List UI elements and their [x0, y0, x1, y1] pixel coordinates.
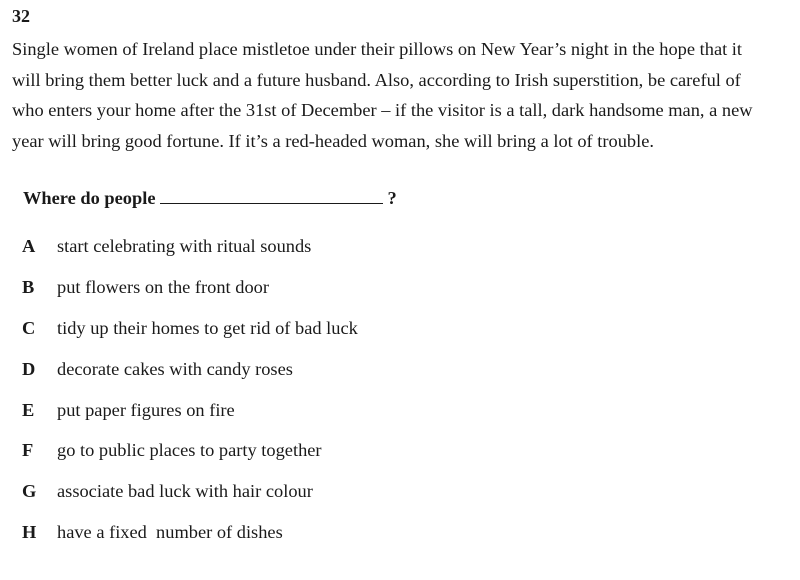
option-letter: G: [22, 481, 37, 502]
option-letter: E: [22, 399, 35, 420]
option-text: start celebrating with ritual sounds: [57, 236, 312, 256]
prompt-end-text: ?: [387, 188, 397, 208]
option-text: decorate cakes with candy roses: [57, 358, 293, 379]
option-h[interactable]: [22, 522, 358, 563]
option-letter: A: [22, 236, 36, 256]
option-text: put paper figures on fire: [57, 399, 235, 420]
option-e[interactable]: [22, 400, 358, 441]
option-c[interactable]: [22, 318, 358, 359]
option-text: put flowers on the front door: [57, 276, 269, 297]
question-prompt: [23, 187, 397, 209]
answer-blank: [160, 187, 383, 204]
option-letter: C: [22, 317, 36, 338]
option-letter: H: [22, 522, 37, 543]
option-letter: D: [22, 358, 36, 379]
option-text: have a fixed number of dishes: [57, 522, 283, 543]
option-b[interactable]: [22, 277, 358, 318]
option-letter: B: [22, 276, 35, 297]
prompt-start-text: Where do people: [23, 188, 156, 208]
option-letter: F: [22, 440, 34, 461]
answer-options-list: [22, 236, 358, 563]
option-d[interactable]: [22, 359, 358, 400]
option-g[interactable]: [22, 481, 358, 522]
option-text: go to public places to party together: [57, 440, 322, 461]
question-number: 32: [12, 6, 30, 26]
option-a[interactable]: [22, 236, 358, 277]
option-f[interactable]: [22, 440, 358, 481]
option-text: tidy up their homes to get rid of bad luck: [57, 317, 358, 338]
question-passage: Single women of Ireland place mistletoe under their pillows on New Year’s night in the hope that it will bring them better luck and a future husband. Also, according to Irish superstition, be careful of who enters your home after the 31st of December – if the visitor is a tall, dark handsome man, a new year will bring good fortune. If it’s a red-headed woman, she will bring a lot of trouble.: [12, 39, 753, 152]
option-text: associate bad luck with hair colour: [57, 481, 313, 502]
